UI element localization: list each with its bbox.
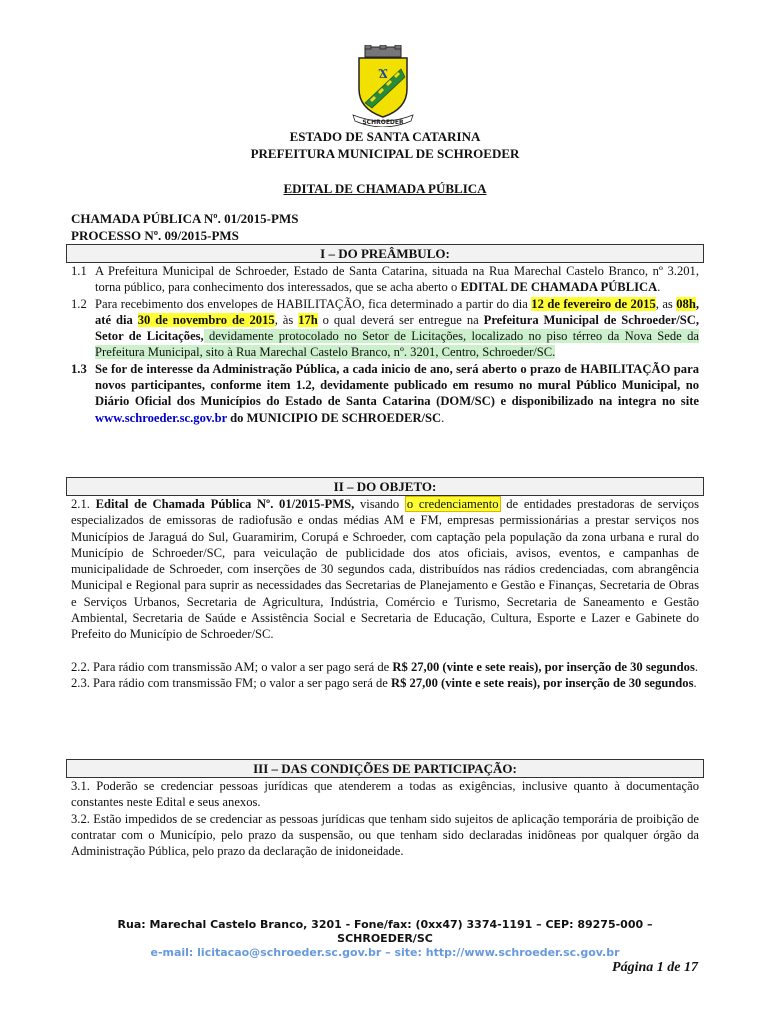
page-number: Página 1 de 17 [612,960,698,975]
call-number: CHAMADA PÚBLICA Nº. 01/2015-PMS [71,211,299,226]
clause-2-2: 2.2. Para rádio com transmissão AM; o valor a ser pago será de R$ 27,00 (vinte e sete reais), por inserção de 30 segundos. [71,659,699,674]
section-heading-conditions: III – DAS CONDIÇÕES DE PARTICIPAÇÃO: [66,759,704,778]
process-number: PROCESSO Nº. 09/2015-PMS [71,228,239,243]
clause-3-1: 3.1. Poderão se credenciar pessoas jurídicas que atenderem a todas as exigências, inclusive quanto à documentação constantes neste Edital e seus anexos. [71,779,699,810]
clause-number: 1.2 [71,296,87,311]
clause-1-1: 1.1 A Prefeitura Municipal de Schroeder, Estado de Santa Catarina, situada na Rua Marechal Castelo Branco, nº 3.201, torna público, para conhecimento dos interessados, que se acha aberto o EDITAL DE CHAMADA PÚBLICA. [71,264,699,295]
clause-1-2: 1.2 Para recebimento dos envelopes de HABILITAÇÃO, fica determinado a partir do dia 12 de fevereiro de 2015, as 08h, até dia 30 de novembro de 2015, às 17h o qual deverá ser entregue na Prefeitura Municipal de Schroeder/SC, Setor de Licitações, devidamente protocolado no Setor de Licitações, localizado no piso térreo da Nova Sede da Prefeitura Municipal, sito à Rua Marechal Castelo Branco, nº. 3201, Centro, Schroeder/SC. [71,296,700,360]
svg-text:SCHROEDER: SCHROEDER [362,119,404,126]
coat-of-arms-icon [345,45,421,127]
credentialing-highlight: o credenciamento [406,497,499,511]
clause-number: 1.1 [71,264,87,278]
start-time: 08h [676,296,696,311]
footer-contact[interactable]: e-mail: licitacao@schroeder.sc.gov.br – site: http://www.schroeder.sc.gov.br [150,946,620,959]
clause-number: 1.3 [71,361,87,376]
section-heading-object: II – DO OBJETO: [66,477,704,496]
section-conditions-body [71,778,699,859]
footer-city: SCHROEDER/SC [337,932,433,945]
svg-text:Ϫ: Ϫ [378,66,388,82]
section-preamble-body [71,263,699,426]
clause-2-1: 2.1. Edital de Chamada Pública Nº. 01/2015-PMS, visando o credenciamento de entidades prestadoras de serviços especializados de emissoras de radiofusão e ondas médias AM e FM, empresas permissionárias a prestar serviços nos Municípios de Jaraguá do Sul, Guaramirim, Corupá e Schroeder, com captação pela população da zona urbana e rural do Município de Schroeder/SC, para veiculação de publicidade dos atos oficiais, avisos, eventos, e campanhas de municipalidade de Schroeder, com inserções de 30 segundos cada, distribuídos nas rádios credenciadas, com abrangência Municipal e Regional para suprir as necessidades das Secretarias de Planejamento e Gestão e Finanças, Secretaria de Obras e Serviços Urbanos, Secretaria de Agricultura, Indústria, Comércio e Turismo, Secretaria de Saneamento e Gestão Ambiental, Secretaria de Saúde e Assistência Social e Secretaria de Educação, Cultura, Esporte e Lazer e Gabinete do Prefeito do Município de Schroeder/SC. [71,497,699,642]
section-object-body [71,496,699,691]
clause-1-3: 1.3 Se for de interesse da Administração Pública, a cada inicio de ano, será aberto o prazo de HABILITAÇÃO para novos participantes, conforme item 1.2, devidamente publicado em resumo no mural Público Municipal, no Diário Oficial dos Municípios do Estado de Santa Catarina (DOM/SC) e disponibilizado na integra no site www.schroeder.sc.gov.br do MUNICIPIO DE SCHROEDER/SC. [71,361,699,425]
end-time: 17h [298,312,318,327]
site-link[interactable]: www.schroeder.sc.gov.br [95,410,228,425]
end-date: 30 de novembro de 2015 [137,312,275,327]
prefecture-heading: PREFEITURA MUNICIPAL DE SCHROEDER [250,146,520,161]
section-heading-preamble: I – DO PREÂMBULO: [66,244,704,263]
clause-3-2: 3.2. Estão impedidos de se credenciar as pessoas jurídicas que tenham sido sujeitos de aplicação temporária de proibição de contratar com o Município, pelo prazo da suspensão, ou que tenham sido declaradas inidôneas por qualquer órgão da Administração Pública, pelo prazo da declaração de inidoneidade. [71,811,699,859]
document-title: EDITAL DE CHAMADA PÚBLICA [283,181,487,196]
start-date: 12 de fevereiro de 2015 [531,296,656,311]
state-heading: ESTADO DE SANTA CATARINA [289,129,481,144]
footer-address: Rua: Marechal Castelo Branco, 3201 - Fone/fax: (0xx47) 3374-1191 – CEP: 89275-000 – [117,918,653,931]
delivery-location: devidamente protocolado no Setor de Licitações, localizado no piso térreo da Nova Sede da Prefeitura Municipal, sito à Rua Marechal Castelo Branco, nº. 3201, Centro, Schroeder/SC. [95,329,699,360]
clause-2-3: 2.3. Para rádio com transmissão FM; o valor a ser pago será de R$ 27,00 (vinte e sete reais), por inserção de 30 segundos. [71,675,697,690]
